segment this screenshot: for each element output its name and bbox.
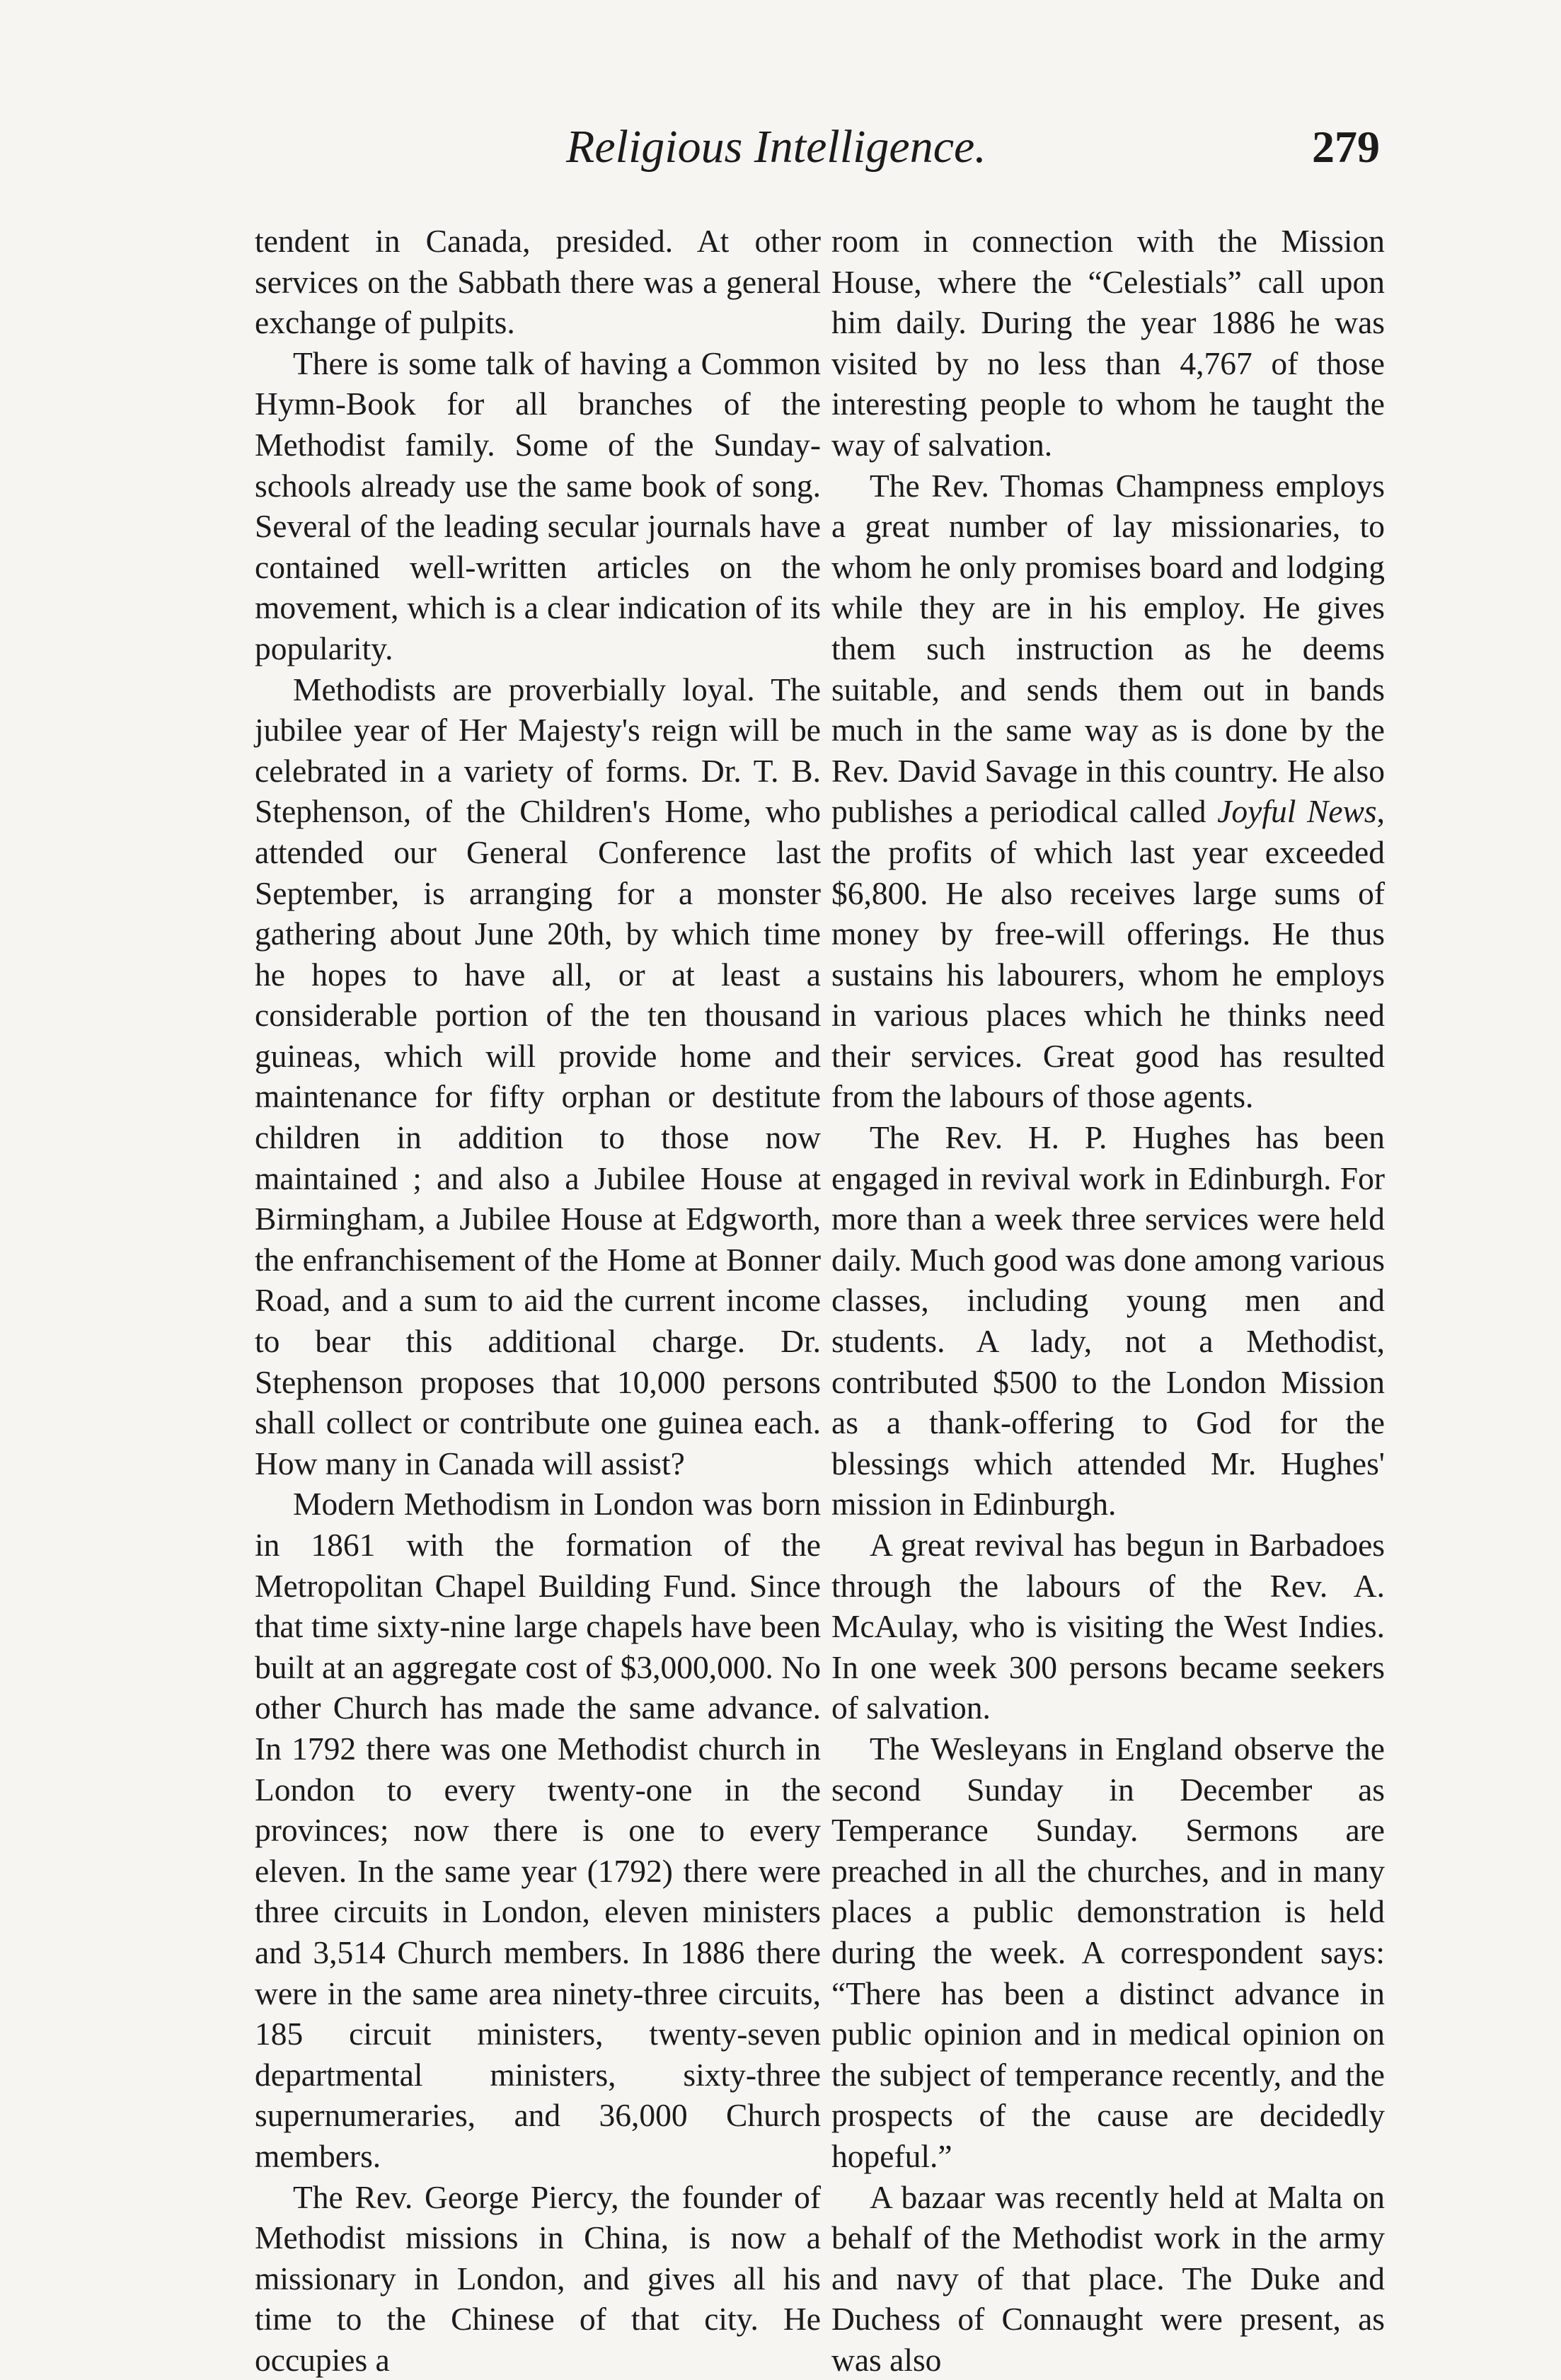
paragraph: The Rev. George Piercy, the founder of Methodist missions in China, is now a missionary in London, and gives all his time to the Chinese of that city. He occupies a <box>255 2177 821 2380</box>
running-title: Religious Intelligence. <box>566 112 986 183</box>
paragraph <box>831 466 1385 1118</box>
left-column <box>255 221 821 2380</box>
paragraph: Methodists are proverbially loyal. The jubilee year of Her Majesty's reign will be celebrated in a variety of forms. Dr. T. B. Stephenson, of the Children's Home, who attended our General Conference last September, is arranging for a monster gathering about June 20th, by which time he hopes to have all, or at least a considerable portion of the ten thousand guineas, which will provide home and maintenance for fifty orphan or destitute children in addition to those now maintained ; and also a Jubilee House at Birmingham, a Jubilee House at Edgworth, the enfranchisement of the Home at Bonner Road, and a sum to aid the current income to bear this additional charge. Dr. Stephenson proposes that 10,000 persons shall collect or contribute one guinea each. How many in Canada will assist? <box>255 669 821 1484</box>
right-column <box>831 221 1385 2380</box>
page-number: 279 <box>1312 112 1380 183</box>
paragraph: room in connection with the Mission House, where the “Celestials” call upon him daily. During the year 1886 he was visited by no less than 4,767 of those interesting people to whom he taught the way of salvation. <box>831 221 1385 466</box>
paragraph: tendent in Canada, presided. At other services on the Sabbath there was a general exchange of pulpits. <box>255 221 821 343</box>
paragraph: A bazaar was recently held at Malta on behalf of the Methodist work in the army and navy of that place. The Duke and Duchess of Connaught were present, as was also <box>831 2177 1385 2380</box>
paragraph: There is some talk of having a Common Hymn-Book for all branches of the Methodist family. Some of the Sunday-schools already use the same book of song. Several of the leading secular journals have contained well-written articles on the movement, which is a clear indication of its popularity. <box>255 343 821 669</box>
paragraph-text: The Rev. Thomas Champness employs a great number of lay missionaries, to whom he only promises board and lodging while they are in his employ. He gives them such instruction as he deems suitable, and sends them out in bands much in the same way as is done by the Rev. David Savage in this country. He also publishes a periodical called <box>831 468 1385 830</box>
paragraph: The Wesleyans in England observe the second Sunday in December as Temperance Sunday. Sermons are preached in all the churches, and in many places a public demonstration is held during the week. A correspondent says: “There has been a distinct advance in public opinion and in medical opinion on the subject of temperance recently, and the prospects of the cause are decidedly hopeful.” <box>831 1728 1385 2177</box>
paragraph: A great revival has begun in Barbadoes through the labours of the Rev. A. McAulay, who is visiting the West Indies. In one week 300 persons became seekers of salvation. <box>831 1525 1385 1728</box>
periodical-title: Joyful News <box>1217 793 1376 829</box>
paragraph: The Rev. H. P. Hughes has been engaged in revival work in Edinburgh. For more than a week three services were held daily. Much good was done among various classes, including young men and students. A lady, not a Methodist, contributed $500 to the London Mission as a thank-offering to God for the blessings which attended Mr. Hughes' mission in Edinburgh. <box>831 1117 1385 1525</box>
page-header <box>248 112 1380 197</box>
paragraph: Modern Methodism in London was born in 1861 with the formation of the Metropolitan Chapel Building Fund. Since that time sixty-nine large chapels have been built at an aggregate cost of $3,000,000. No other Church has made the same advance. In 1792 there was one Methodist church in London to every twenty-one in the provinces; now there is one to every eleven. In the same year (1792) there were three circuits in London, eleven ministers and 3,514 Church members. In 1886 there were in the same area ninety-three circuits, 185 circuit ministers, twenty-seven departmental ministers, sixty-three supernumeraries, and 36,000 Church members. <box>255 1484 821 2176</box>
paragraph-text: , the profits of which last year exceeded $6,800. He also receives large sums of money by free-will offerings. He thus sustains his labourers, whom he employs in various places which he thinks need their services. Great good has resulted from the labours of those agents. <box>831 793 1385 1114</box>
